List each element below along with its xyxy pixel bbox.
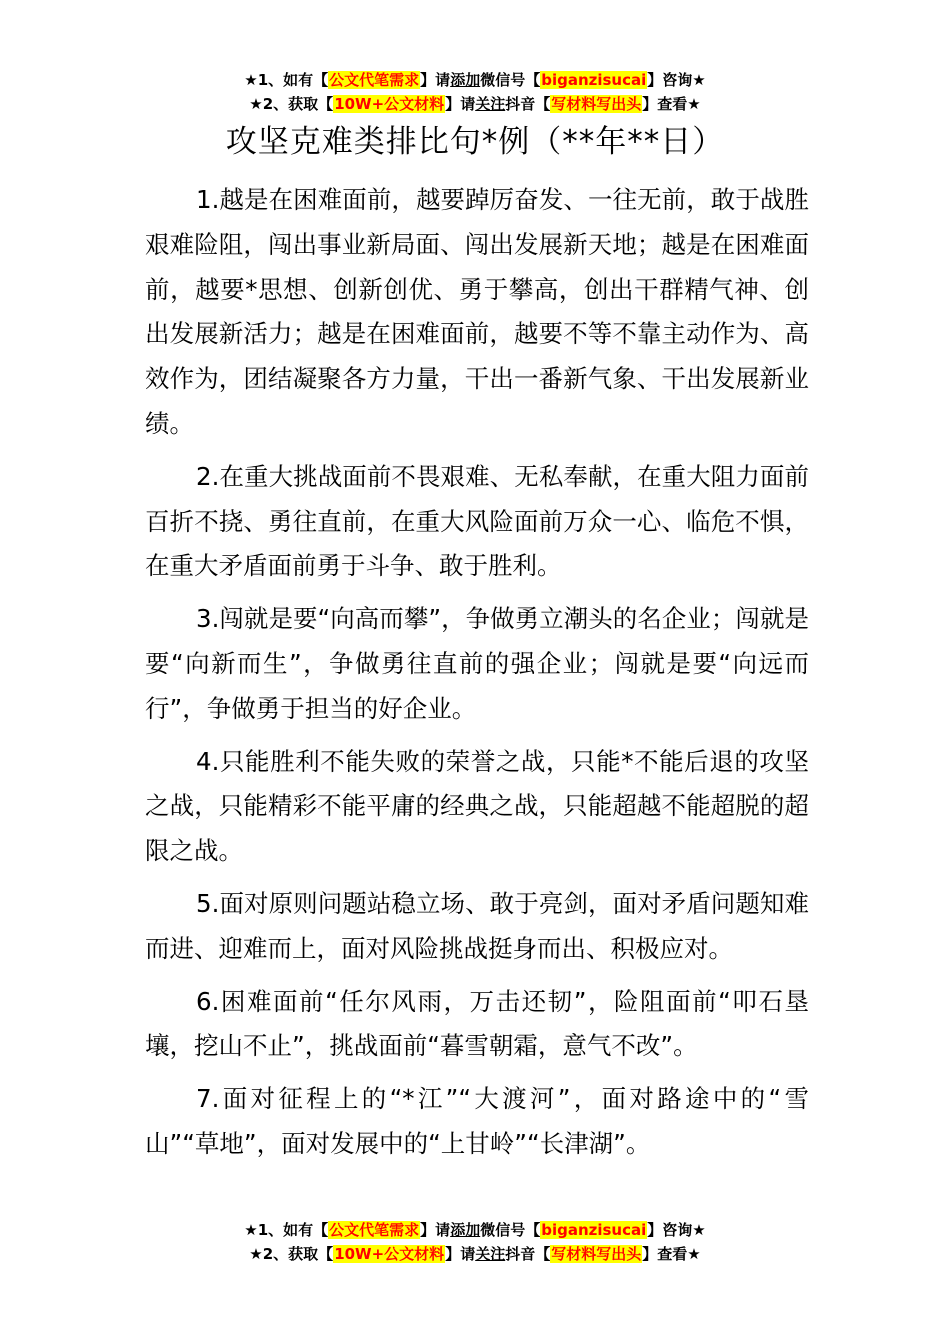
banner-text: 抖音【: [505, 1245, 551, 1263]
banner-emphasis: 关注: [475, 1245, 506, 1263]
banner-line-2: [0, 92, 950, 116]
banner-emphasis: 关注: [475, 95, 506, 113]
banner-text: 】咨询★: [647, 1221, 706, 1239]
banner-highlight: 10W+公文材料: [334, 1245, 445, 1263]
banner-emphasis: 添加: [450, 1221, 481, 1239]
paragraph-2: 2.在重大挑战面前不畏艰难、无私奉献，在重大阻力面前百折不挠、勇往直前，在重大风险面前万众一心、临危不惧，在重大矛盾面前勇于斗争、敢于胜利。: [145, 461, 809, 581]
paragraph-7: 7.面对征程上的“*江”“大渡河”，面对路途中的“雪山”“草地”，面对发展中的“上甘岭”“长津湖”。: [145, 1084, 809, 1158]
banner-highlight: 公文代笔需求: [329, 71, 420, 89]
banner-line-1: [0, 68, 950, 92]
header-banner: [0, 68, 950, 116]
banner-text: 】查看★: [642, 95, 701, 113]
banner-highlight: 写材料写出头: [551, 95, 642, 113]
banner-text: 】请: [420, 1221, 451, 1239]
banner-text: 抖音【: [505, 95, 551, 113]
banner-text: 】请: [420, 71, 451, 89]
banner-text: ★1、如有【: [244, 1221, 329, 1239]
banner-highlight: 10W+公文材料: [334, 95, 445, 113]
footer-banner: [0, 1218, 950, 1266]
banner-highlight: biganzisucai: [541, 71, 647, 89]
banner-highlight: 公文代笔需求: [329, 1221, 420, 1239]
banner-text: ★1、如有【: [244, 71, 329, 89]
paragraph-4: 4.只能胜利不能失败的荣誉之战，只能*不能后退的攻坚之战，只能精彩不能平庸的经典之战，只能超越不能超脱的超限之战。: [145, 746, 809, 866]
paragraph-1: 1.越是在困难面前，越要踔厉奋发、一往无前，敢于战胜艰难险阻，闯出事业新局面、闯出发展新天地；越是在困难面前，越要*思想、创新创优、勇于攀高，创出干群精气神、创出发展新活力；越是在困难面前，越要不等不靠主动作为、高效作为，团结凝聚各方力量，干出一番新气象、干出发展新业绩。: [145, 185, 809, 438]
banner-text: ★2、获取【: [249, 1245, 334, 1263]
paragraph-5: 5.面对原则问题站稳立场、敢于亮剑，面对矛盾问题知难而进、迎难而上，面对风险挑战挺身而出、积极应对。: [145, 888, 809, 963]
banner-text: 】请: [445, 95, 476, 113]
banner-line-1: [0, 1218, 950, 1242]
banner-text: 微信号【: [480, 71, 541, 89]
paragraph-6: 6.困难面前“任尔风雨，万击还韧”，险阻面前“叩石垦壤，挖山不止”，挑战面前“暮雪朝霜，意气不改”。: [145, 986, 809, 1061]
document-body: [145, 178, 809, 1175]
banner-highlight: biganzisucai: [541, 1221, 647, 1239]
banner-text: 】请: [445, 1245, 476, 1263]
banner-line-2: [0, 1242, 950, 1266]
banner-text: ★2、获取【: [249, 95, 334, 113]
banner-text: 】咨询★: [647, 71, 706, 89]
banner-emphasis: 添加: [450, 71, 481, 89]
banner-text: 】查看★: [642, 1245, 701, 1263]
banner-highlight: 写材料写出头: [551, 1245, 642, 1263]
banner-text: 微信号【: [480, 1221, 541, 1239]
document-title: 攻坚克难类排比句*例（**年**日）: [225, 124, 725, 160]
paragraph-3: 3.闯就是要“向高而攀”，争做勇立潮头的名企业；闯就是要“向新而生”，争做勇往直前的强企业；闯就是要“向远而行”，争做勇于担当的好企业。: [145, 604, 809, 723]
